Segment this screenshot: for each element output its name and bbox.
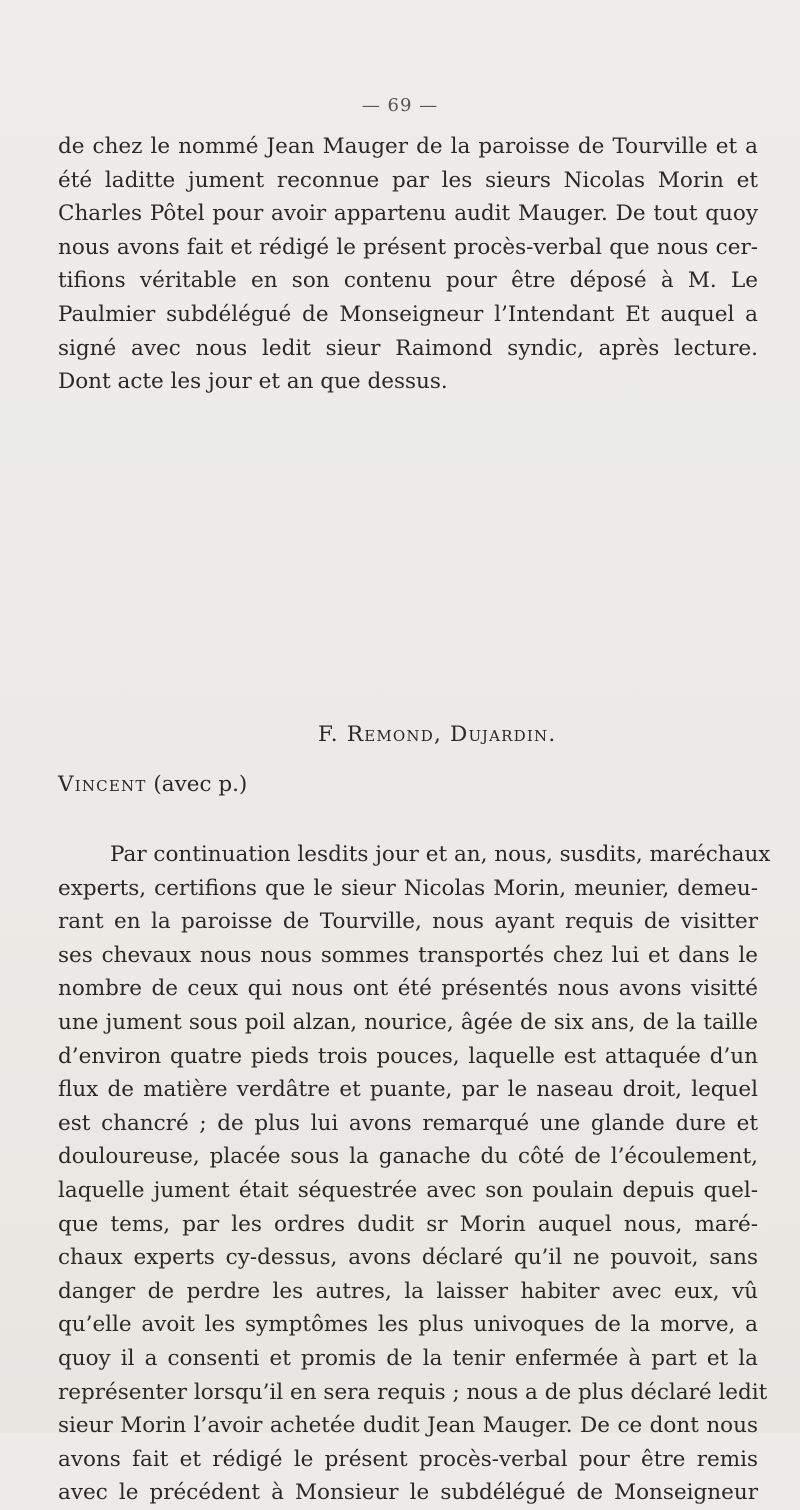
- signature-name: Vincent: [58, 772, 147, 797]
- text-line: été laditte jument reconnue par les sieurs Nicolas Morin et: [58, 167, 758, 193]
- text-line: Par continuation lesdits jour et an, nous, susdits, maréchaux: [110, 842, 771, 867]
- text-line: chaux experts cy-dessus, avons déclaré qu’il ne pouvoit, sans: [58, 1245, 758, 1271]
- text-line: experts, certifions que le sieur Nicolas Morin, meunier, demeu-: [58, 875, 758, 901]
- paragraph-2: [58, 838, 771, 1510]
- text-line: nous avons fait et rédigé le présent procès-verbal que nous cer-: [58, 234, 758, 260]
- text-line: représenter lorsqu’il en sera requis ; nous a de plus déclaré ledit: [58, 1379, 768, 1405]
- text-line: signé avec nous ledit sieur Raimond syndic, après lecture.: [58, 335, 758, 361]
- text-line: Charles Pôtel pour avoir appartenu audit Mauger. De tout quoy: [58, 201, 758, 227]
- text-line: rant en la paroisse de Tourville, nous ayant requis de visitter: [58, 909, 758, 935]
- text-line: laquelle jument était séquestrée avec son poulain depuis quel-: [58, 1177, 758, 1203]
- signatures-line: F. Remond, Dujardin.: [318, 722, 557, 747]
- signature-note: (avec p.): [146, 772, 248, 797]
- text-line: nombre de ceux qui nous ont été présentés nous avons visitté: [58, 976, 758, 1002]
- page-number: — 69 —: [361, 95, 439, 116]
- text-line: de chez le nommé Jean Mauger de la paroisse de Tourville et a: [58, 134, 758, 159]
- text-line: douloureuse, placée sous la ganache du côté de l’écoulement,: [58, 1144, 758, 1170]
- text-line: est chancré ; de plus lui avons remarqué une glande dure et: [58, 1110, 758, 1136]
- text-line: quoy il a consenti et promis de la tenir enfermée à part et la: [58, 1345, 758, 1371]
- text-line: tifions véritable en son contenu pour être déposé à M. Le: [58, 268, 758, 294]
- signature-vincent: [58, 772, 247, 797]
- text-line: que tems, par les ordres dudit sr Morin auquel nous, maré-: [58, 1211, 758, 1237]
- text-line: avons fait et rédigé le présent procès-verbal pour être remis: [58, 1446, 758, 1472]
- text-line: d’environ quatre pieds trois pouces, laquelle est attaquée d’un: [58, 1043, 758, 1069]
- text-line: flux de matière verdâtre et puante, par le naseau droit, lequel: [58, 1077, 758, 1103]
- text-line: une jument sous poil alzan, nourice, âgée de six ans, de la taille: [58, 1009, 758, 1035]
- text-line: Paulmier subdélégué de Monseigneur l’Intendant Et auquel a: [58, 301, 758, 327]
- text-line: ses chevaux nous nous sommes transportés chez lui et dans le: [58, 942, 758, 968]
- text-line: avec le précédent à Monsieur le subdélégué de Monseigneur: [58, 1480, 758, 1506]
- text-line: sieur Morin l’avoir achetée dudit Jean Mauger. De ce dont nous: [58, 1413, 758, 1439]
- text-line: danger de perdre les autres, la laisser habiter avec eux, vû: [58, 1278, 758, 1304]
- text-line: qu’elle avoit les symptômes les plus univoques de la morve, a: [58, 1312, 758, 1338]
- text-line: Dont acte les jour et an que dessus.: [58, 369, 448, 395]
- paragraph-1: [58, 130, 758, 399]
